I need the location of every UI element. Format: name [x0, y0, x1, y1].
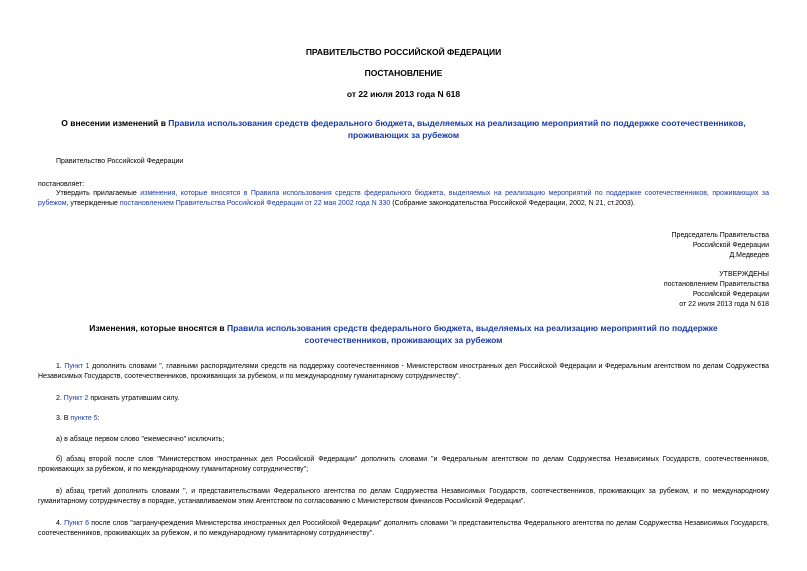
item-2-link[interactable]: Пункт 2: [63, 395, 89, 402]
changes-title-prefix: Изменения, которые вносятся в: [89, 323, 227, 333]
approve-suffix: (Собрание законодательства Российской Федерации, 2002, N 21, ст.2003).: [390, 200, 636, 207]
item-4-number: 4.: [56, 520, 65, 527]
decree-date: от 22 июля 2013 года N 618: [346, 89, 461, 99]
signature-name: Д.Медведев: [729, 252, 769, 259]
item-3-link[interactable]: пункте 5: [70, 415, 98, 422]
item-3-number: 3. В: [56, 415, 71, 422]
item-3c: в) абзац третий дополнить словами ", и представительствами Федерального агентства по делам Содружества Независимых Государств, соотечественников, проживающих за рубежом, и по международному гуманитарному сотрудничеству в порядке, устанавливаемом этим Агентством по согласованию с Министерством финансов Российской Федерации".: [38, 488, 769, 505]
approve-prefix: Утвердить прилагаемые: [56, 190, 141, 197]
signature-country: Российской Федерации: [692, 242, 769, 249]
item-2-number: 2.: [56, 395, 64, 402]
org-heading: ПРАВИТЕЛЬСТВО РОССИЙСКОЙ ФЕДЕРАЦИИ: [305, 47, 502, 57]
title-prefix: О внесении изменений в: [61, 118, 169, 128]
document-title: [45, 117, 762, 141]
approved-block: [664, 270, 769, 310]
approved-label: УТВЕРЖДЕНЫ: [719, 271, 769, 278]
item-3-text: :: [97, 415, 100, 422]
signature-title: Председатель Правительства: [671, 232, 769, 239]
doctype-heading: ПОСТАНОВЛЕНИЕ: [364, 68, 443, 78]
government-line: Правительство Российской Федерации: [56, 158, 184, 165]
item-1: [38, 362, 769, 382]
item-3: [38, 414, 769, 424]
rules-link[interactable]: Правила использования средств федерального бюджета, выделяемых на реализацию мероприятий по поддержке соотечественников, проживающих за рубежом: [168, 118, 746, 140]
approved-by: постановлением Правительства: [663, 281, 769, 288]
item-3b: б) абзац второй после слов "Министерством иностранных дел Российской Федерации" дополнить словами "и Федеральным агентством по делам Содружества Независимых Государств, соотечественников, проживающих за рубежом, и по международному гуманитарному сотрудничеству";: [38, 456, 769, 473]
changes-link[interactable]: изменения, которые вносятся в Правила использования средств федерального бюджета, выделяемых на реализацию мероприятий по поддержке соотечественников, проживающих за рубежом: [38, 190, 769, 207]
item-1-link[interactable]: Пункт 1: [64, 363, 90, 370]
changes-title: [70, 322, 737, 346]
item-1-text: дополнить словами ", главными распорядителями средств на поддержку соотечественников - Министерством иностранных дел Российской Федерации и Федеральным агентством по делам Содружества Независимых Государств, соотечественников, проживающих за рубежом, и по международному гуманитарному сотрудничеству".: [38, 363, 769, 380]
approved-country: Российской Федерации: [692, 291, 769, 298]
item-3a: а) в абзаце первом слово "ежемесячно" исключить;: [56, 436, 225, 443]
decree-330-link[interactable]: постановлением Правительства Российской Федерации от 22 мая 2002 года N 330: [119, 200, 391, 207]
item-1-number: 1.: [56, 363, 65, 370]
item-4-link[interactable]: Пункт 6: [64, 520, 90, 527]
item-2: [38, 394, 769, 404]
approve-mid: , утвержденные: [66, 200, 120, 207]
item-4-text: после слов "загранучреждения Министерства иностранных дел Российской Федерации" дополнить словами "и представительства Федерального агентства по делам Содружества Независимых Государств, соотечественников, проживающих за рубежом, и по международному гуманитарному сотрудничеству".: [38, 520, 769, 537]
approve-paragraph: [38, 189, 769, 209]
decides-line: постановляет:: [38, 181, 85, 188]
changes-title-link[interactable]: Правила использования средств федерального бюджета, выделяемых на реализацию мероприятий по поддержке соотечественников, проживающих за рубежом: [226, 323, 718, 345]
item-4: [38, 519, 769, 539]
signature-block: [672, 231, 769, 261]
approved-date: от 22 июля 2013 года N 618: [679, 301, 769, 308]
item-2-text: признать утратившим силу.: [88, 395, 180, 402]
